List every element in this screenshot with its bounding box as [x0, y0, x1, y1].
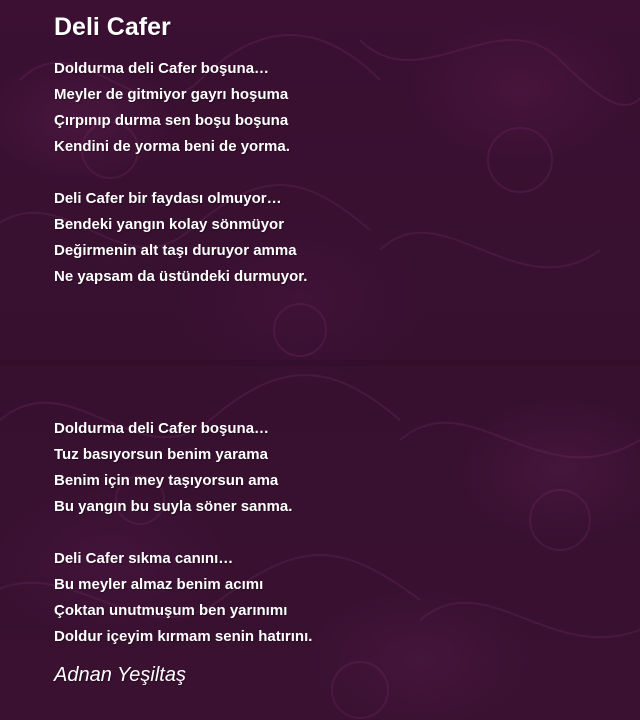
section-gap — [54, 290, 614, 416]
stanza-3 — [54, 416, 614, 520]
poem-line: Kendini de yorma beni de yorma. — [54, 138, 290, 155]
poem-line: Doldur içeyim kırmam senin hatırını. — [54, 628, 313, 645]
stanza-4 — [54, 546, 614, 650]
poem-author[interactable]: Adnan Yeşiltaş — [54, 664, 186, 686]
poem-line: Ne yapsam da üstündeki durmuyor. — [54, 268, 308, 285]
poem-line: Bendeki yangın kolay sönmüyor — [54, 216, 285, 233]
stanza-gap — [54, 160, 614, 186]
poem-line: Deli Cafer bir faydası olmuyor… — [54, 190, 282, 207]
poem-line: Meyler de gitmiyor gayrı hoşuma — [54, 86, 289, 103]
stanza-2 — [54, 186, 614, 290]
poem-container — [54, 12, 614, 688]
poem-line: Değirmenin alt taşı duruyor amma — [54, 242, 297, 259]
poem-line: Bu yangın bu suyla söner sanma. — [54, 498, 293, 515]
poem-line: Çırpınıp durma sen boşu boşuna — [54, 112, 289, 129]
poem-line: Doldurma deli Cafer boşuna… — [54, 420, 270, 437]
poem-line: Deli Cafer sıkma canını… — [54, 550, 234, 567]
poem-title: Deli Cafer — [54, 13, 171, 41]
poem-line: Benim için mey taşıyorsun ama — [54, 472, 279, 489]
stanza-1 — [54, 56, 614, 160]
poem-line: Tuz basıyorsun benim yarama — [54, 446, 268, 463]
poem-line: Çoktan unutmuşum ben yarınımı — [54, 602, 288, 619]
poem-line: Bu meyler almaz benim acımı — [54, 576, 264, 593]
stanza-gap — [54, 520, 614, 546]
poem-line: Doldurma deli Cafer boşuna… — [54, 60, 270, 77]
